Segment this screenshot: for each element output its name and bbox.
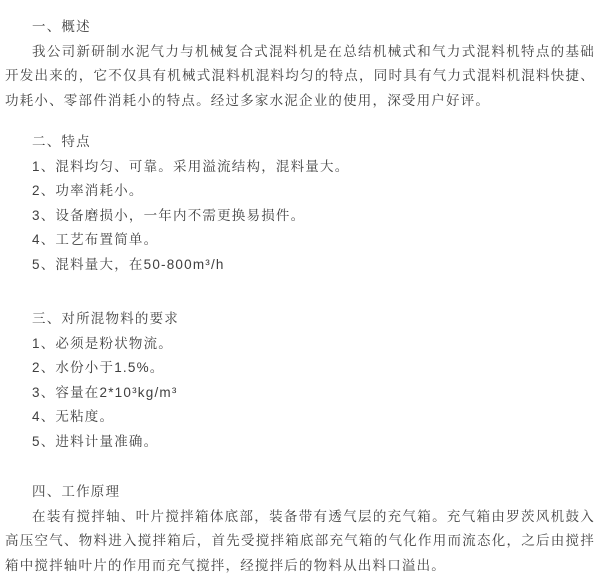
feature-item-5: 5、混料量大，在50-800m³/h — [32, 256, 225, 272]
section-features — [5, 130, 595, 277]
section-heading-material-requirements: 三、对所混物料的要求 — [32, 311, 179, 326]
requirement-item-3: 3、容量在2*10³kg/m³ — [32, 384, 178, 400]
feature-item-3: 3、设备磨损小，一年内不需更换易损件。 — [32, 207, 306, 223]
feature-item-4: 4、工艺布置简单。 — [32, 232, 159, 247]
section-heading-working-principle: 四、工作原理 — [32, 484, 121, 499]
requirement-item-4: 4、无粘度。 — [32, 409, 115, 424]
working-principle-paragraph: 在装有搅拌轴、叶片搅拌箱体底部，装备带有透气层的充气箱。充气箱由罗茨风机鼓入高压空气、物料进入搅拌箱后，首先受搅拌箱底部充气箱的气化作用而流态化，之后由搅拌箱中搅拌轴叶片的作用而充气搅拌，经搅拌后的物料从出料口溢出。 — [5, 508, 595, 573]
section-material-requirements — [5, 307, 595, 454]
requirement-item-2: 2、水份小于1.5%。 — [32, 360, 165, 375]
feature-item-2: 2、功率消耗小。 — [32, 183, 144, 198]
section-overview — [5, 15, 595, 113]
overview-paragraph: 我公司新研制水泥气力与机械复合式混料机是在总结机械式和气力式混料机特点的基础开发出来的，它不仅具有机械式混料机混料均匀的特点，同时具有气力式混料机混料快捷、功耗小、零部件消耗小的特点。经过多家水泥企业的使用，深受用户好评。 — [5, 43, 595, 108]
feature-item-1: 1、混料均匀、可靠。采用溢流结构，混料量大。 — [32, 158, 350, 174]
section-heading-features: 二、特点 — [32, 134, 91, 149]
section-heading-overview: 一、概述 — [32, 19, 91, 34]
requirement-item-5: 5、进料计量准确。 — [32, 433, 159, 449]
section-working-principle — [5, 480, 595, 576]
requirement-item-1: 1、必须是粉状物流。 — [32, 335, 174, 351]
